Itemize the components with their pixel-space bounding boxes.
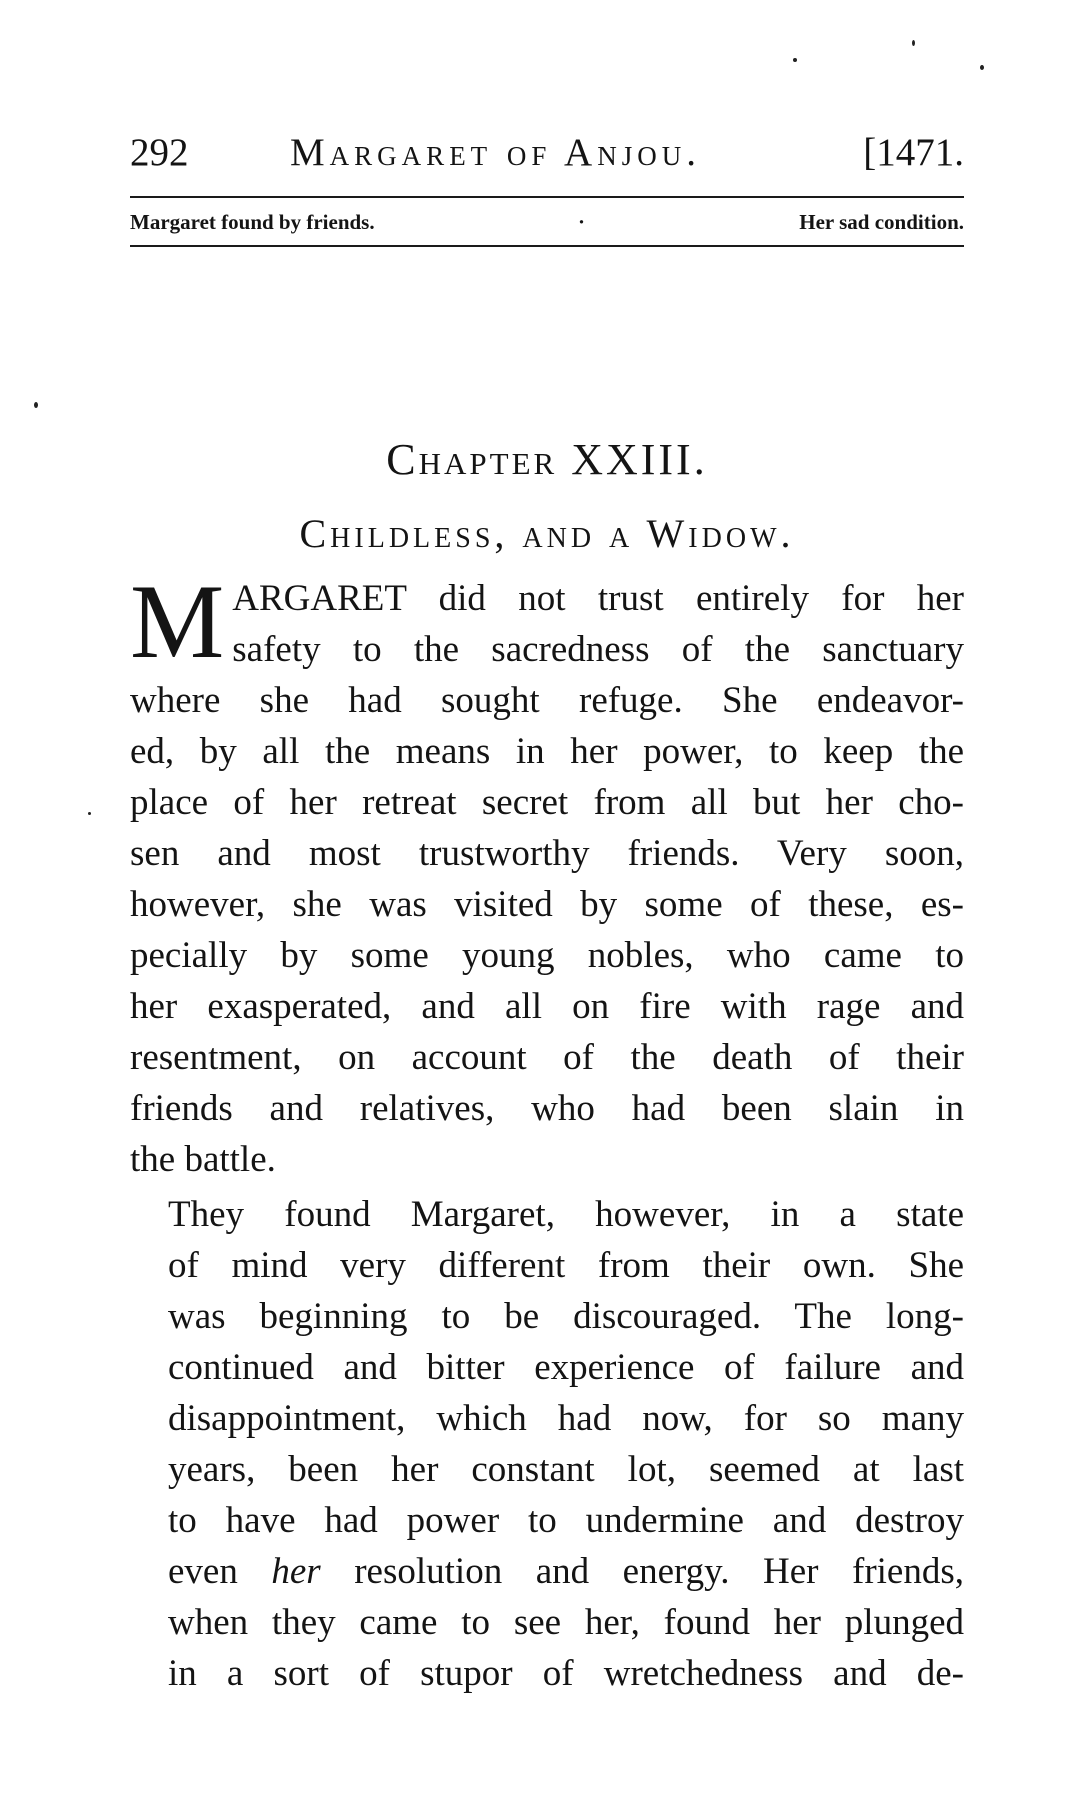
text-line: friends and relatives, who had been slain in [130,1088,964,1129]
text-fragment: resolution and energy. Her friends, [320,1551,964,1592]
text-line: in a sort of stupor of wretchedness and de- [168,1653,964,1694]
body-text [130,563,964,1699]
scan-speck [34,402,38,408]
scan-speck [912,40,915,46]
scan-speck [793,58,797,62]
text-line: safety to the sacredness of the sanctuary [232,629,964,670]
text-line: disappointment, which had now, for so many [168,1398,964,1439]
text-fragment: even [168,1551,272,1592]
scan-speck [980,65,984,70]
text-line: sen and most trustworthy friends. Very soon, [130,833,964,874]
book-title: Margaret of Anjou. [290,131,701,174]
header-year: [1471. [863,131,964,174]
text-line: pecially by some young nobles, who came to [130,935,964,976]
page-number: 292 [130,131,189,174]
scan-speck [88,812,91,815]
text-line: They found Margaret, however, in a state [168,1194,964,1235]
summary-left: Margaret found by friends. [130,210,375,234]
header-rule-bottom [130,245,964,247]
text-line: continued and bitter experience of failure and [168,1347,964,1388]
text-line: place of her retreat secret from all but her cho- [130,782,964,823]
summary-separator: · [578,210,586,234]
paragraph-2 [130,1189,964,1699]
paragraph-1 [130,563,964,1185]
text-line: ARGARET did not trust entirely for her [232,578,964,619]
chapter-number: Chapter XXIII. [386,435,708,484]
drop-cap: M [130,563,225,680]
text-line: the battle. [130,1139,276,1180]
text-line: where she had sought refuge. She endeavor- [130,680,964,721]
text-line: years, been her constant lot, seemed at last [168,1449,964,1490]
header-rule-top [130,196,964,198]
text-line-emphasis [130,1546,964,1597]
text-line: to have had power to undermine and destroy [168,1500,964,1541]
text-line: her exasperated, and all on fire with rage and [130,986,964,1027]
drop-cap-lines [232,573,964,675]
emphasized-word: her [271,1551,321,1592]
text-line: resentment, on account of the death of their [130,1037,964,1078]
chapter-title: Childless, and a Widow. [299,511,795,556]
text-line: of mind very different from their own. She [168,1245,964,1286]
text-line: however, she was visited by some of these, es- [130,884,964,925]
text-line: ed, by all the means in her power, to keep the [130,731,964,772]
running-header [130,128,964,178]
summary-right: Her sad condition. [799,210,964,234]
marginal-summary [130,206,964,238]
text-line: when they came to see her, found her plunged [168,1602,964,1643]
text-line: was beginning to be discouraged. The long- [168,1296,964,1337]
